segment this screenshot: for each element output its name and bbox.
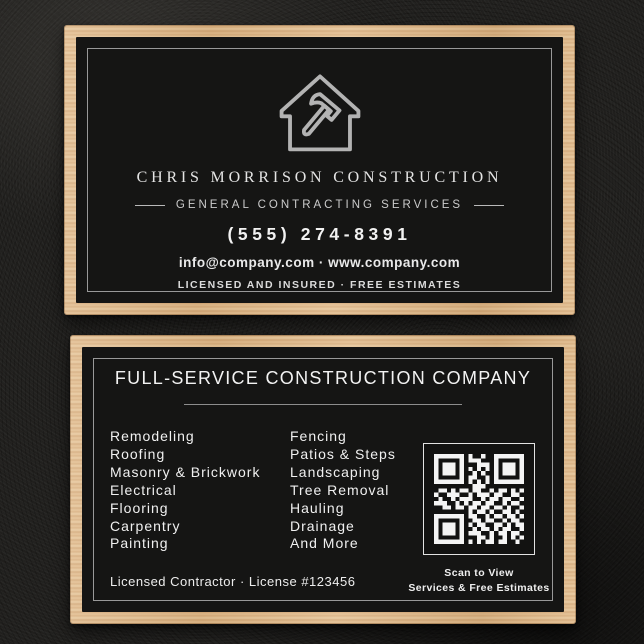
service-item: Fencing xyxy=(290,428,347,444)
card-front-face xyxy=(76,37,563,303)
service-item: Electrical xyxy=(110,481,177,498)
qr-caption xyxy=(396,566,562,596)
business-card-back xyxy=(70,335,576,624)
qr-caption-line1: Scan to View xyxy=(444,567,514,579)
business-card-front xyxy=(64,25,575,315)
service-item: Masonry & Brickwork xyxy=(110,463,261,480)
service-item: Remodeling xyxy=(110,428,195,444)
card-back-face xyxy=(82,347,564,612)
service-item: Hauling xyxy=(290,499,345,516)
tagline-row xyxy=(135,199,504,211)
service-item: Landscaping xyxy=(290,463,381,480)
phone-number: (555) 274-8391 xyxy=(227,224,412,244)
service-item: And More xyxy=(290,535,359,552)
qr-code xyxy=(423,443,535,555)
company-name: CHRIS MORRISON CONSTRUCTION xyxy=(136,169,503,186)
license-line: Licensed Contractor · License #123456 xyxy=(110,574,356,589)
qr-caption-line2: Services & Free Estimates xyxy=(408,582,550,594)
back-title: FULL-SERVICE CONSTRUCTION COMPANY xyxy=(114,368,532,388)
service-item: Drainage xyxy=(290,517,355,534)
credentials-line: LICENSED AND INSURED · FREE ESTIMATES xyxy=(177,279,462,291)
tagline-rule-right xyxy=(474,205,504,206)
service-item: Carpentry xyxy=(110,517,181,534)
service-item: Flooring xyxy=(110,499,169,516)
tagline-rule-left xyxy=(135,205,165,206)
service-item: Patios & Steps xyxy=(290,445,396,462)
service-item: Roofing xyxy=(110,445,166,462)
services-column-1 xyxy=(110,428,260,553)
service-item: Tree Removal xyxy=(290,481,390,498)
company-tagline: GENERAL CONTRACTING SERVICES xyxy=(175,199,464,211)
title-divider xyxy=(184,404,462,405)
services-column-2 xyxy=(290,428,396,553)
contact-line: info@company.com · www.company.com xyxy=(178,255,461,270)
house-hammer-icon xyxy=(268,71,372,154)
service-item: Painting xyxy=(110,535,169,552)
